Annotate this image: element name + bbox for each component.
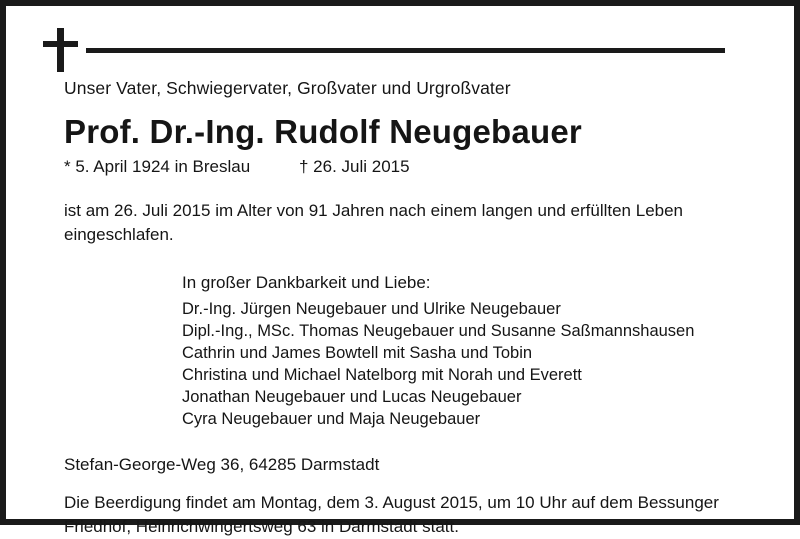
address-text: Stefan-George-Weg 36, 64285 Darmstadt bbox=[64, 454, 380, 474]
funeral-details: Die Beerdigung findet am Montag, dem 3. August 2015, um 10 Uhr auf dem Bessunger Friedhof, Heinrichwingertsweg 63 in Darmstadt statt. bbox=[64, 492, 719, 536]
family-list bbox=[182, 299, 760, 431]
list-item: Cyra Neugebauer und Maja Neugebauer bbox=[182, 409, 481, 428]
death-date: † 26. Juli 2015 bbox=[299, 157, 410, 176]
cross-horizontal-bar bbox=[43, 41, 78, 47]
emblem-row bbox=[40, 26, 760, 72]
header-divider bbox=[86, 48, 725, 53]
dedication-text: In großer Dankbarkeit und Liebe: bbox=[182, 273, 431, 293]
intro-text: Unser Vater, Schwiegervater, Großvater und Urgroßvater bbox=[64, 78, 511, 98]
deceased-name: Prof. Dr.-Ing. Rudolf Neugebauer bbox=[64, 113, 582, 150]
list-item: Cathrin und James Bowtell mit Sasha und Tobin bbox=[182, 344, 533, 363]
cross-icon bbox=[40, 28, 86, 72]
list-item: Jonathan Neugebauer und Lucas Neugebauer bbox=[182, 388, 522, 406]
birth-date: * 5. April 1924 in Breslau bbox=[64, 157, 251, 176]
life-dates bbox=[64, 157, 760, 177]
body-text: ist am 26. Juli 2015 im Alter von 91 Jahren nach einem langen und erfüllten Leben eingeschlafen. bbox=[64, 201, 684, 245]
list-item: Dr.-Ing. Jürgen Neugebauer und Ulrike Neugebauer bbox=[182, 300, 561, 319]
list-item: Dipl.-Ing., MSc. Thomas Neugebauer und Susanne Saßmannshausen bbox=[182, 322, 695, 341]
cross-vertical-bar bbox=[57, 28, 64, 72]
list-item: Christina und Michael Natelborg mit Norah und Everett bbox=[182, 366, 582, 385]
